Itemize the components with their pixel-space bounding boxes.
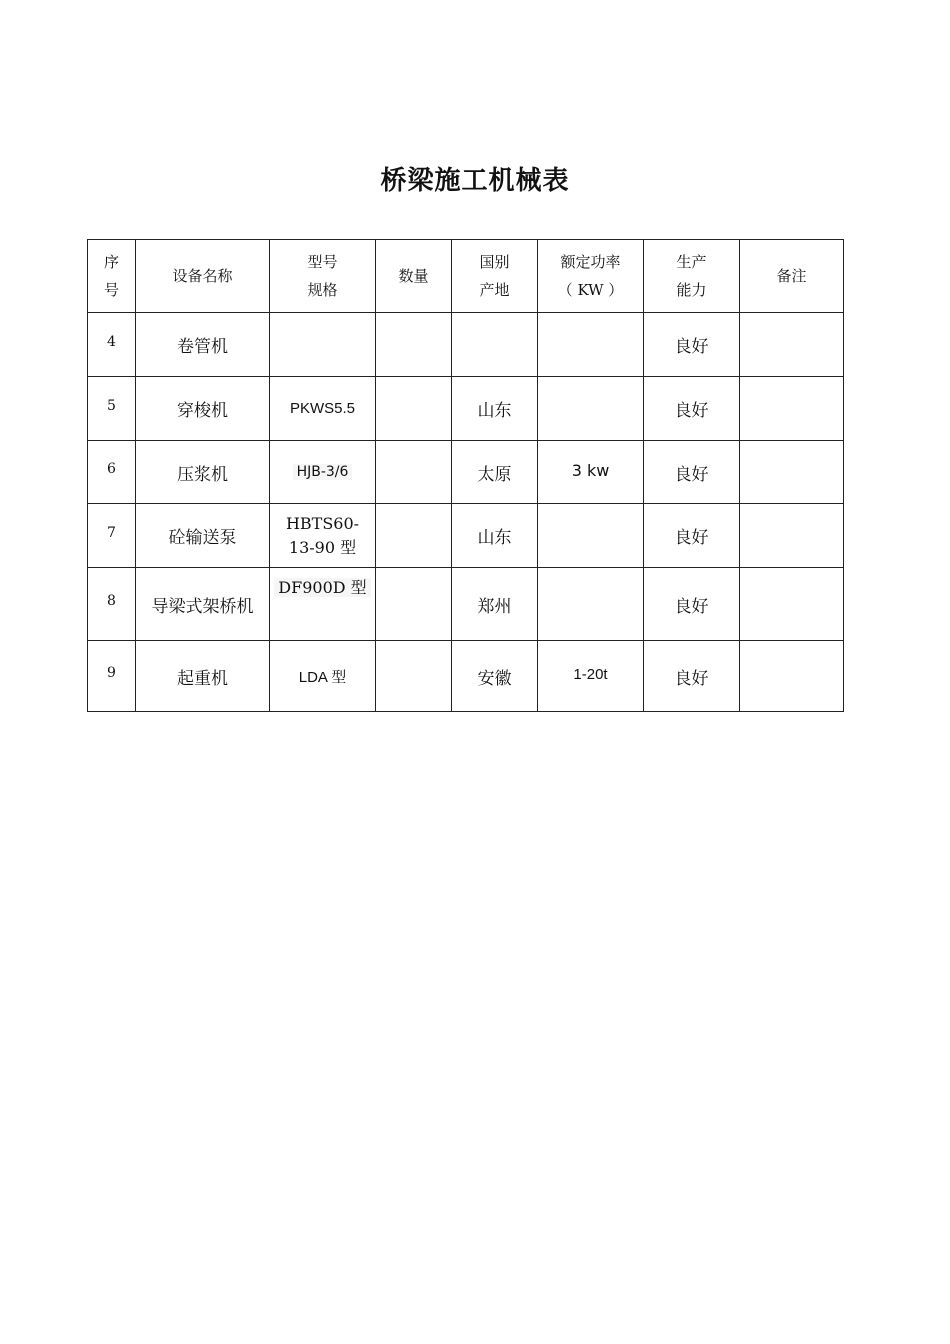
header-no: 序 号 (88, 240, 136, 313)
row-remark (740, 377, 844, 441)
table-row (88, 441, 844, 504)
row-origin: 安徽 (452, 641, 538, 712)
header-row (88, 240, 844, 313)
row-capacity: 良好 (644, 377, 740, 441)
row-no: 4 (88, 313, 136, 377)
row-no: 9 (88, 641, 136, 712)
header-power: 额定功率 （ KW ） (538, 240, 644, 313)
row-remark (740, 313, 844, 377)
row-remark (740, 568, 844, 641)
row-qty (376, 568, 452, 641)
header-model: 型号 规格 (270, 240, 376, 313)
row-model (270, 313, 376, 377)
table-row (88, 641, 844, 712)
row-no: 7 (88, 504, 136, 568)
row-capacity: 良好 (644, 641, 740, 712)
row-qty (376, 641, 452, 712)
row-model-value: DF900D 型 (274, 578, 370, 597)
header-qty: 数量 (376, 240, 452, 313)
row-model-value: HJB-3/6 (293, 464, 353, 480)
row-qty (376, 313, 452, 377)
document-title: 桥梁施工机械表 (380, 166, 570, 196)
row-capacity: 良好 (644, 441, 740, 504)
table-row (88, 377, 844, 441)
row-name: 起重机 (136, 641, 270, 712)
row-origin: 山东 (452, 504, 538, 568)
row-origin (452, 313, 538, 377)
row-name: 卷管机 (136, 313, 270, 377)
row-origin: 山东 (452, 377, 538, 441)
row-model (270, 441, 376, 504)
row-capacity: 良好 (644, 504, 740, 568)
row-no: 8 (88, 568, 136, 641)
row-model: LDA 型 (270, 641, 376, 712)
row-power: 1-20t (538, 641, 644, 712)
row-origin: 郑州 (452, 568, 538, 641)
row-capacity: 良好 (644, 568, 740, 641)
header-capacity: 生产 能力 (644, 240, 740, 313)
header-name: 设备名称 (136, 240, 270, 313)
row-no: 6 (88, 441, 136, 504)
row-power (538, 504, 644, 568)
row-power (538, 568, 644, 641)
row-remark (740, 441, 844, 504)
row-remark (740, 641, 844, 712)
header-remark: 备注 (740, 240, 844, 313)
table-row (88, 568, 844, 641)
row-name: 穿梭机 (136, 377, 270, 441)
row-power: 3 kw (538, 441, 644, 504)
row-no: 5 (88, 377, 136, 441)
row-power (538, 377, 644, 441)
row-remark (740, 504, 844, 568)
header-origin: 国别 产地 (452, 240, 538, 313)
row-model: PKWS5.5 (270, 377, 376, 441)
row-name: 砼输送泵 (136, 504, 270, 568)
row-qty (376, 377, 452, 441)
row-qty (376, 441, 452, 504)
row-origin: 太原 (452, 441, 538, 504)
machinery-table (87, 239, 844, 712)
row-power (538, 313, 644, 377)
row-model (270, 568, 376, 641)
row-name: 压浆机 (136, 441, 270, 504)
row-name: 导梁式架桥机 (136, 568, 270, 641)
table-row (88, 313, 844, 377)
row-capacity: 良好 (644, 313, 740, 377)
row-model: HBTS60- 13-90 型 (270, 504, 376, 568)
row-qty (376, 504, 452, 568)
table-row (88, 504, 844, 568)
